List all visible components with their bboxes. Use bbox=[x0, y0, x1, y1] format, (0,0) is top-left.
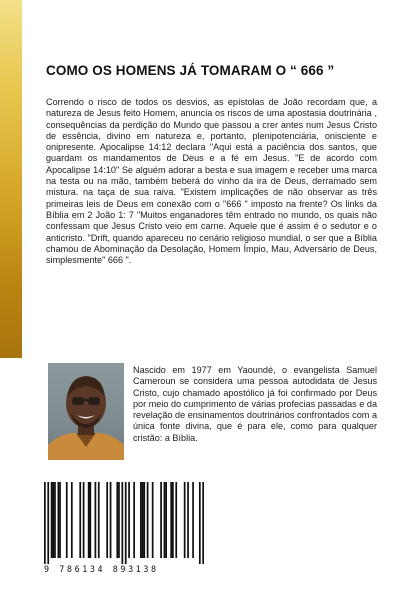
book-title: COMO OS HOMENS JÁ TOMARAM O “ 666 ” bbox=[46, 63, 335, 78]
author-portrait-image bbox=[48, 363, 124, 460]
barcode-bar bbox=[202, 482, 204, 564]
barcode-bar bbox=[187, 482, 189, 558]
barcode-bar bbox=[172, 482, 174, 558]
barcode-bar bbox=[164, 482, 166, 558]
barcode-bar bbox=[66, 482, 68, 558]
barcode-bar bbox=[147, 482, 149, 558]
barcode-bar bbox=[199, 482, 201, 564]
barcode-bar bbox=[125, 482, 127, 564]
barcode-bar bbox=[88, 482, 90, 558]
barcode-bar bbox=[47, 482, 49, 564]
barcode-bar bbox=[142, 482, 144, 558]
gold-spine-band bbox=[0, 0, 22, 358]
barcode-bar bbox=[54, 482, 56, 558]
barcode-bar bbox=[98, 482, 100, 558]
barcode-bar bbox=[116, 482, 118, 558]
barcode-bar bbox=[121, 482, 123, 564]
barcode-bar bbox=[165, 482, 167, 558]
barcode-bar bbox=[59, 482, 61, 558]
back-cover-blurb: Correndo o risco de todos os desvios, as epístolas de João recordam que, a natureza de Jesus feito Homem, anuncia os riscos de uma apostasia doutrinária , consequências da perdição do Mundo que passou a crer antes num Jesus Cristo de essência, divino em natureza e, portanto, plenipotenciária, onisciente e onipresente. Apocalipse 14:12 declara "Aqui está a paciência dos santos, que guardam os mandamentos de Deus e a fé em Jesus. "E de acordo com Apocalipse 14:10" Se alguém adorar a besta e sua imagem e receber uma marca na testa ou na mão, também beberá do vinho da ira de Deus, derramado sem mistura. na taça de sua raiva. "Existem implicações de não observar as três primeiras leis de Deus em conexão com o "666 " imposto na frente? Os links da Bíblia em 2 João 1: 7 "Muitos enganadores têm entrado no mundo, os quais não confessam que Jesus Cristo veio em carne. Aquele que é assim é o sedutor e o anticristo. "Drift, quando apareceu no cenário religioso mundial, o ser que a Bíblia chamou de Abominação da Desolação, Homem Ímpio, Mau, Adversário de Deus, simplesmente" 666 ". bbox=[46, 97, 377, 266]
barcode-bar bbox=[44, 482, 46, 564]
barcode-bar bbox=[89, 482, 91, 558]
barcode-bar bbox=[184, 482, 186, 558]
barcode-bar bbox=[192, 482, 194, 558]
barcode-bar bbox=[118, 482, 120, 558]
barcode-bar bbox=[79, 482, 81, 558]
author-bio: Nascido em 1977 em Yaoundé, o evangelista Samuel Cameroun se considera uma pessoa autodidata de Jesus Cristo, cujo chamado apostólico já foi confirmado por Deus por meio do cumprimento de várias profecias passadas e da revelação de ensinamentos doutrinários confrontados com a única fonte divina, que é para ele, como para qualquer cristão: a Bíblia. bbox=[133, 365, 377, 443]
barcode-bar bbox=[133, 482, 135, 558]
author-photo bbox=[48, 363, 124, 460]
barcode-bar bbox=[128, 482, 130, 558]
barcode-bar bbox=[83, 482, 85, 558]
barcode-bar bbox=[140, 482, 142, 558]
barcode-bar bbox=[51, 482, 53, 558]
barcode-bar bbox=[170, 482, 172, 558]
barcode-bar bbox=[160, 482, 162, 558]
barcode-bar bbox=[175, 482, 177, 558]
isbn-number: 9 786134 893138 bbox=[44, 564, 159, 574]
barcode-bar bbox=[106, 482, 108, 558]
barcode-bar bbox=[110, 482, 112, 558]
barcode-bar bbox=[57, 482, 59, 558]
barcode-bar bbox=[152, 482, 154, 558]
barcode-bar bbox=[52, 482, 54, 558]
barcode-bar bbox=[95, 482, 97, 558]
barcode-bar bbox=[143, 482, 145, 558]
barcode-bar bbox=[71, 482, 73, 558]
barcode-bars bbox=[44, 482, 204, 564]
isbn-barcode bbox=[40, 478, 210, 582]
